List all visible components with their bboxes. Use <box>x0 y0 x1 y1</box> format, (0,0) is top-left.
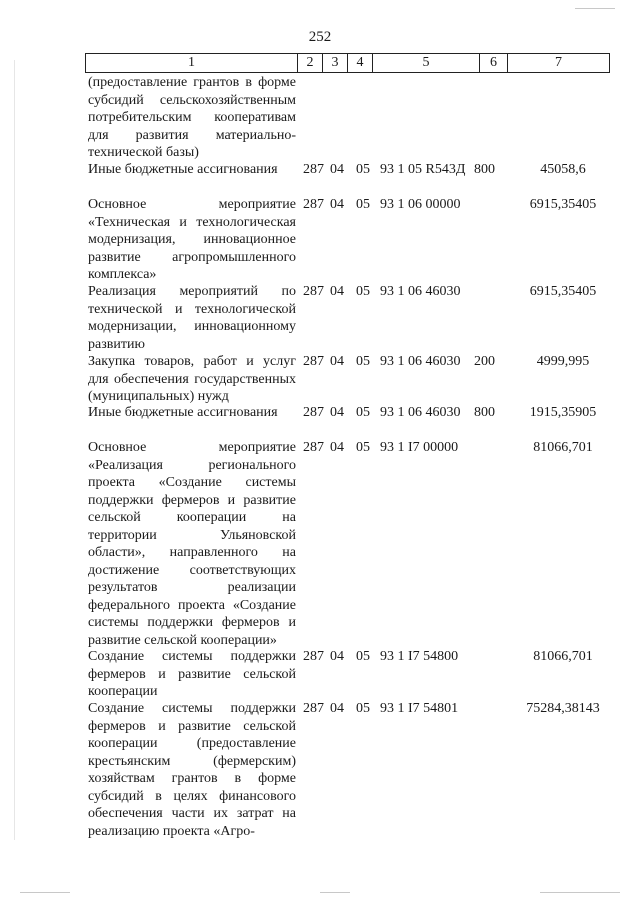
row-description: Основное мероприятие «Реализация регионального проекта «Создание системы поддержки фермеров и развитие сельской кооперации на территории Ульяновской области», направленного на достижение соответствующих результатов реализации федерального проекта «Создание системы поддержки фермеров и развитие сельской кооперации» <box>88 440 296 648</box>
cell-amount: 6915,35405 <box>529 197 597 212</box>
cell-target-article: 93 1 06 00000 <box>380 197 461 212</box>
row-description: Закупка товаров, работ и услуг для обеспечения государственных (муниципальных) нужд <box>88 354 296 404</box>
cell-subsection: 05 <box>356 440 370 455</box>
cell-target-article: 93 1 06 46030 <box>380 354 461 369</box>
row-description: (предоставление грантов в форме субсидий сельскохозяйственным потребительским кооперативам для развития материально-технической базы) <box>88 75 296 160</box>
column-header-2: 2 <box>298 54 323 73</box>
row-description: Реализация мероприятий по технической и технологической модернизации, инновационному развитию <box>88 284 296 352</box>
row-description: Иные бюджетные ассигнования <box>88 405 278 420</box>
cell-target-article: 93 1 I7 54800 <box>380 649 459 664</box>
cell-target-article: 93 1 06 46030 <box>380 405 461 420</box>
cell-target-article: 93 1 06 46030 <box>380 284 461 299</box>
cell-ministry-code: 287 <box>303 354 324 369</box>
column-header-4: 4 <box>348 54 373 73</box>
column-header-3: 3 <box>323 54 348 73</box>
column-header-1: 1 <box>86 54 298 73</box>
table-header <box>85 53 610 73</box>
cell-subsection: 05 <box>356 162 370 177</box>
cell-section: 04 <box>330 197 344 212</box>
cell-expense-type: 800 <box>474 405 495 420</box>
cell-section: 04 <box>330 284 344 299</box>
cell-ministry-code: 287 <box>303 440 324 455</box>
row-description: Основное мероприятие «Техническая и технологическая модернизация, инновационное развитие агропромышленного комплекса» <box>88 197 296 282</box>
cell-target-article: 93 1 I7 00000 <box>380 440 459 455</box>
cell-amount: 4999,995 <box>536 354 590 369</box>
scan-artifact <box>320 892 350 893</box>
cell-section: 04 <box>330 405 344 420</box>
cell-ministry-code: 287 <box>303 284 324 299</box>
cell-amount: 81066,701 <box>533 649 593 664</box>
cell-ministry-code: 287 <box>303 649 324 664</box>
cell-subsection: 05 <box>356 354 370 369</box>
cell-section: 04 <box>330 701 344 716</box>
scan-artifact <box>14 60 15 840</box>
row-description: Создание системы поддержки фермеров и развитие сельской кооперации <box>88 649 296 699</box>
cell-amount: 75284,38143 <box>526 701 600 716</box>
row-description: Иные бюджетные ассигнования <box>88 162 278 177</box>
cell-ministry-code: 287 <box>303 701 324 716</box>
cell-section: 04 <box>330 162 344 177</box>
cell-subsection: 05 <box>356 284 370 299</box>
cell-section: 04 <box>330 649 344 664</box>
cell-amount: 81066,701 <box>533 440 593 455</box>
cell-expense-type: 800 <box>474 162 495 177</box>
page-number: 252 <box>308 29 332 45</box>
cell-amount: 45058,6 <box>540 162 586 177</box>
cell-subsection: 05 <box>356 649 370 664</box>
column-header-5: 5 <box>373 54 480 73</box>
cell-subsection: 05 <box>356 405 370 420</box>
scan-artifact <box>575 8 615 9</box>
cell-expense-type: 200 <box>474 354 495 369</box>
scan-artifact <box>540 892 620 893</box>
cell-subsection: 05 <box>356 197 370 212</box>
cell-section: 04 <box>330 440 344 455</box>
cell-subsection: 05 <box>356 701 370 716</box>
cell-amount: 1915,35905 <box>529 405 597 420</box>
cell-ministry-code: 287 <box>303 197 324 212</box>
column-header-7: 7 <box>555 55 562 70</box>
cell-target-article: 93 1 05 R543Д <box>380 162 466 177</box>
cell-amount: 6915,35405 <box>529 284 597 299</box>
cell-ministry-code: 287 <box>303 162 324 177</box>
column-header-6: 6 <box>480 54 508 73</box>
scan-artifact <box>20 892 70 893</box>
row-description: Создание системы поддержки фермеров и развитие сельской кооперации (предоставление крестьянским (фермерским) хозяйствам грантов в форме субсидий в целях финансового обеспечения части их затрат на реализацию проекта «Агро- <box>88 701 296 839</box>
cell-section: 04 <box>330 354 344 369</box>
cell-target-article: 93 1 I7 54801 <box>380 701 459 716</box>
cell-ministry-code: 287 <box>303 405 324 420</box>
